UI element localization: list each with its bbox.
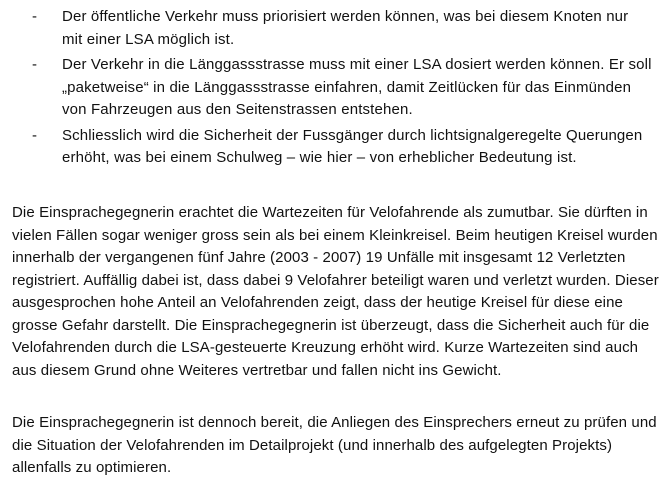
bullet-list: [32, 6, 652, 173]
bullet-text: Der öffentliche Verkehr muss priorisiert werden können, was bei diesem Knoten nur mit einer LSA möglich ist.: [62, 8, 629, 48]
bullet-item: [32, 54, 652, 122]
bullet-dash: -: [32, 8, 37, 25]
bullet-item: [32, 125, 652, 170]
bullet-text: Schliesslich wird die Sicherheit der Fussgänger durch lichtsignalgeregelte Querungen erhöht, was bei einem Schulweg – wie hier – von erheblicher Bedeutung ist.: [62, 126, 643, 166]
bullet-dash: -: [32, 56, 37, 73]
bullet-dash: -: [32, 126, 37, 144]
bullet-item: [32, 6, 652, 51]
paragraph-waiting-times: Die Einsprachegegnerin erachtet die Wartezeiten für Velofahrende als zumutbar. Sie dürften in vielen Fällen sogar weniger gross sein als bei einem Kleinkreisel. Beim heutigen Kreisel wurden innerhalb der vergangenen fünf Jahre (2003 - 2007) 19 Unfälle mit insgesamt 12 Verletzten registriert. Auffällig dabei ist, dass dabei 9 Velofahrer beteiligt waren und verletzt wurden. Dieser ausgesprochen hohe Anteil an Velofahrenden zeigt, dass der heutige Kreisel für diese eine grosse Gefahr darstellt. Die Einsprachegegnerin ist überzeugt, dass die Sicherheit auch für die Velofahrenden durch die LSA-gesteuerte Kreuzung erhöht wird. Kurze Wartezeiten sind auch aus diesem Grund ohne Weiteres vertretbar und fallen nicht ins Gewicht.: [12, 204, 659, 379]
bullet-text: Der Verkehr in die Länggassstrasse muss mit einer LSA dosiert werden können. Er soll „paketweise“ in die Länggassstrasse einfahren, damit Zeitlücken für das Einmünden von Fahrzeugen aus den Seitenstrassen entstehen.: [62, 56, 652, 118]
paragraph-review-offer: Die Einsprachegegnerin ist dennoch bereit, die Anliegen des Einsprechers erneut zu prüfen und die Situation der Velofahrenden im Detailprojekt (und innerhalb des aufgelegten Projekts) allenfalls zu optimieren.: [12, 414, 657, 476]
